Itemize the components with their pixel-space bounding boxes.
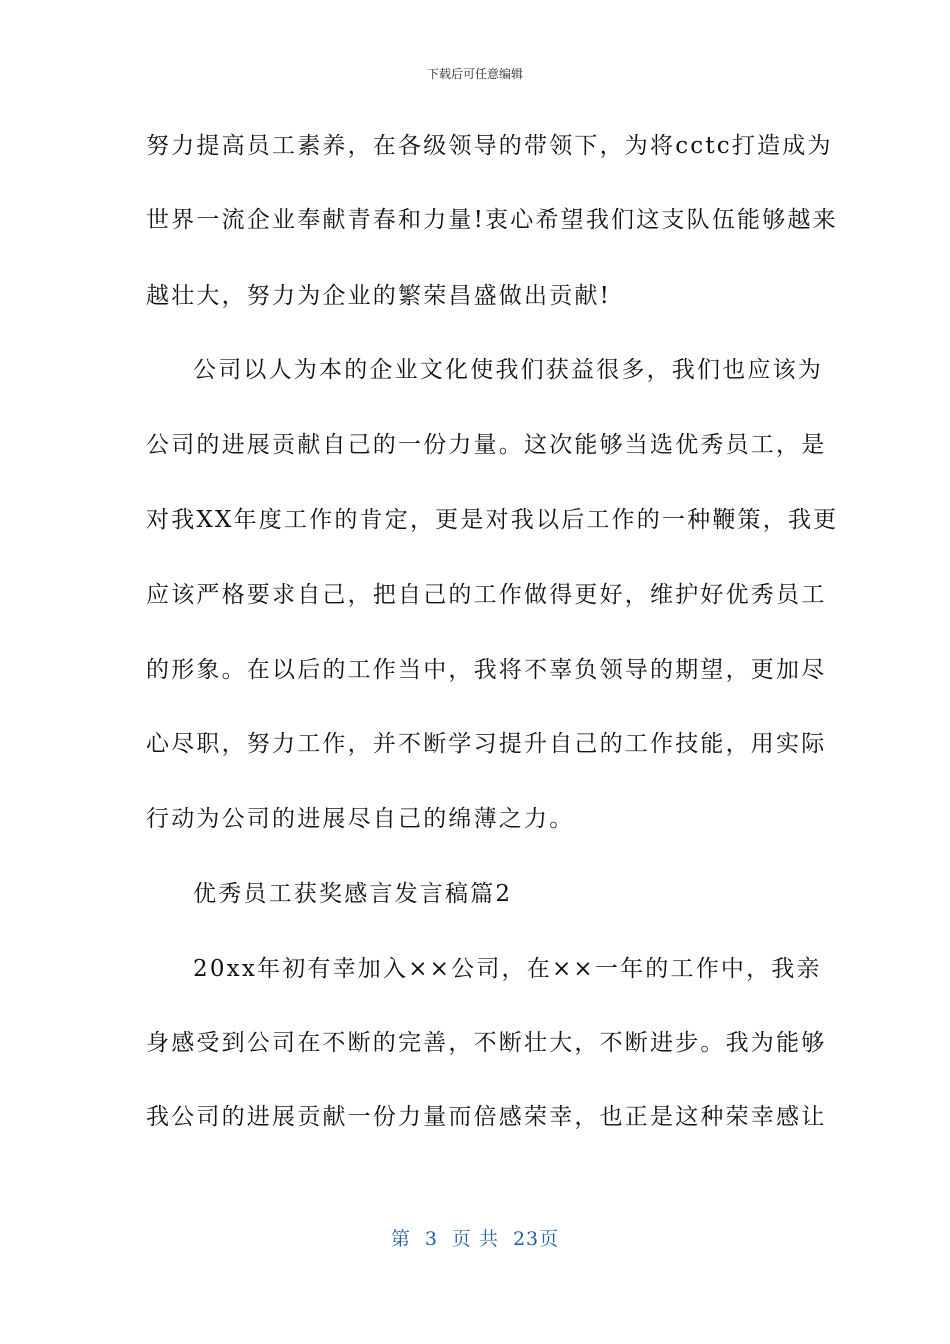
- body-line: 行动为公司的进展尽自己的绵薄之力。: [146, 806, 575, 832]
- total-pages-number: 23: [512, 1228, 540, 1250]
- body-line: 世界一流企业奉献青春和力量!衷心希望我们这支队伍能够越来: [146, 207, 838, 233]
- section-heading: 优秀员工获奖感言发言稿篇2: [193, 881, 513, 907]
- footer-suffix: 页: [539, 1228, 560, 1250]
- body-line: 努力提高员工素养，在各级领导的带领下，为将cctc打造成为: [146, 133, 833, 159]
- body-line: 公司的进展贡献自己的一份力量。这次能够当选优秀员工，是: [146, 432, 827, 458]
- body-line: 身感受到公司在不断的完善，不断壮大，不断进步。我为能够: [146, 1030, 827, 1056]
- body-line: 公司以人为本的企业文化使我们获益很多，我们也应该为: [193, 357, 823, 383]
- footer-middle: 页 共: [451, 1228, 499, 1250]
- body-line: 应该严格要求自己，把自己的工作做得更好，维护好优秀员工: [146, 582, 827, 608]
- body-line: 我公司的进展贡献一份力量而倍感荣幸，也正是这种荣幸感让: [146, 1104, 827, 1130]
- page-footer: [0, 1226, 950, 1252]
- body-line: 20xx年初有幸加入××公司，在××一年的工作中，我亲: [193, 956, 822, 982]
- footer-prefix: 第: [390, 1228, 411, 1250]
- body-line: 越壮大，努力为企业的繁荣昌盛做出贡献!: [146, 283, 612, 309]
- current-page-number: 3: [424, 1228, 438, 1250]
- body-line: 的形象。在以后的工作当中，我将不辜负领导的期望，更加尽: [146, 657, 827, 683]
- body-line: 对我XX年度工作的肯定，更是对我以后工作的一种鞭策，我更: [146, 507, 839, 533]
- page-header: 下载后可任意编辑: [426, 67, 523, 81]
- body-line: 心尽职，努力工作，并不断学习提升自己的工作技能，用实际: [146, 731, 827, 757]
